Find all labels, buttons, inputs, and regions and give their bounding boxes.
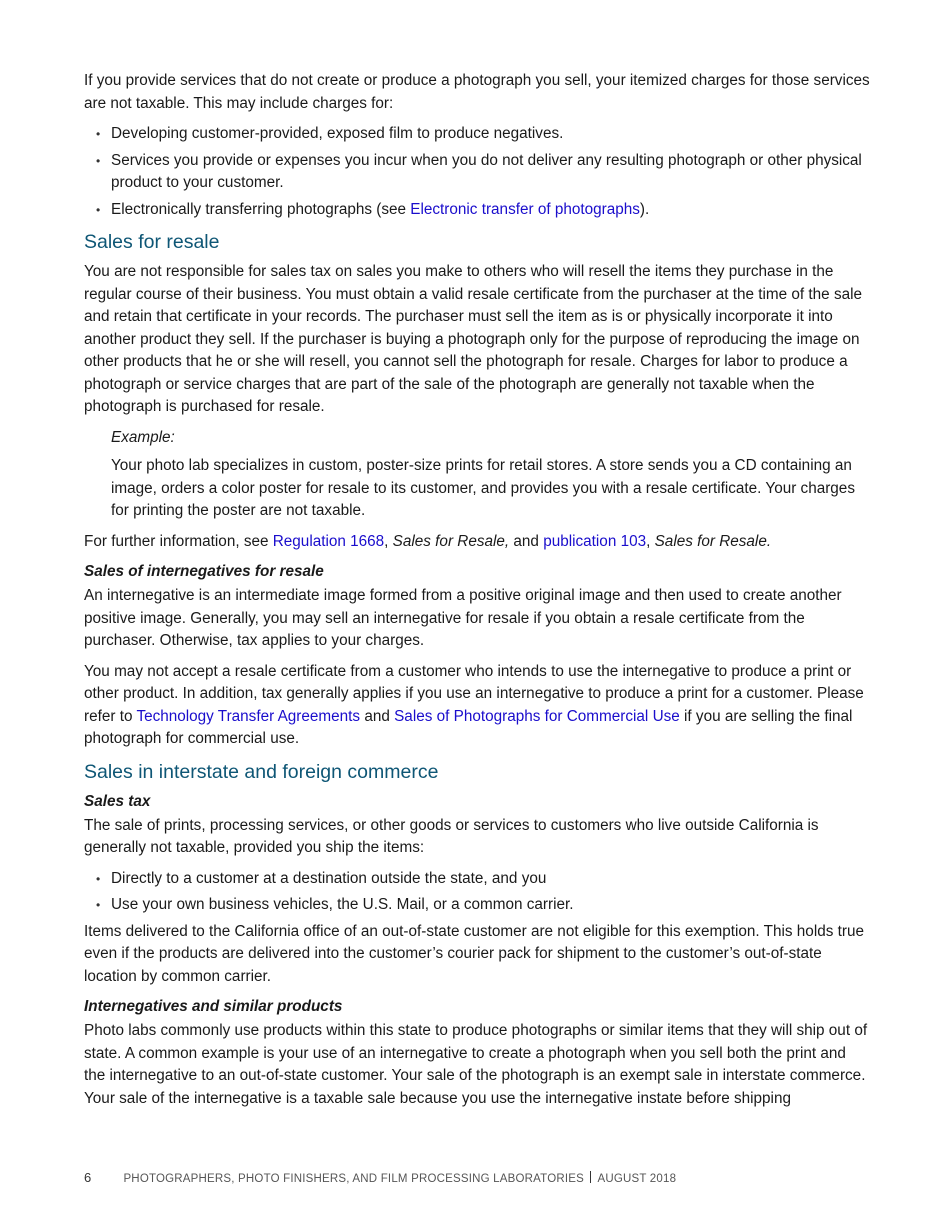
further-info-text: For further information, see bbox=[84, 532, 273, 550]
example-text: Your photo lab specializes in custom, poster-size prints for retail stores. A store sends you a CD containing an image, orders a color poster for resale to its customer, and provides you with a resale certificate. Your charges for printing the poster are not taxable. bbox=[111, 457, 855, 519]
page-number: 6 bbox=[84, 1170, 92, 1185]
separator-text: , bbox=[646, 532, 655, 550]
page-footer bbox=[84, 1170, 676, 1185]
paragraph-text: You may not accept a resale certificate from a customer who intends to use the internegative to produce a print or other product. In addition, tax generally applies if you use an internegative to produce a print for a customer. Please refer to bbox=[84, 662, 864, 725]
list-item: • Services you provide or expenses you incur when you do not deliver any resulting photograph or other physical product to your customer. bbox=[84, 150, 870, 195]
example-label: Example: bbox=[111, 428, 175, 446]
regulation-title: Sales for Resale, bbox=[392, 532, 510, 550]
and-text: and bbox=[509, 532, 544, 550]
internegative-paragraph-2 bbox=[84, 661, 870, 751]
document-body bbox=[84, 70, 870, 1118]
separator-text: , bbox=[384, 532, 393, 550]
commercial-use-link[interactable]: Sales of Photographs for Commercial Use bbox=[394, 707, 680, 725]
list-item: • Developing customer-provided, exposed film to produce negatives. bbox=[84, 123, 870, 146]
intro-bullet-list bbox=[84, 123, 870, 221]
footer-date: AUGUST 2018 bbox=[597, 1173, 677, 1185]
subheading-internegatives-resale: Sales of internegatives for resale bbox=[84, 563, 324, 580]
subheading-internegatives-similar: Internegatives and similar products bbox=[84, 998, 343, 1015]
interstate-bullet-list bbox=[84, 868, 870, 917]
bullet-text: Electronically transferring photographs (see bbox=[111, 200, 411, 218]
section-heading-interstate: Sales in interstate and foreign commerce bbox=[84, 760, 439, 783]
internegative-paragraph-1: An internegative is an intermediate image formed from a positive original image and then used to create another positive image. Generally, you may sell an internegative for resale if you obtain a resale certificate from the purchaser. Otherwise, tax applies to your charges. bbox=[84, 587, 842, 649]
interstate-paragraph-2: Items delivered to the California office of an out-of-state customer are not eligible for this exemption. This holds true even if the products are delivered into the customer’s courier pack for shipment to the customer’s out-of-state location by common carrier. bbox=[84, 922, 864, 985]
further-info-paragraph bbox=[84, 531, 870, 554]
section-heading-sales-for-resale: Sales for resale bbox=[84, 231, 220, 253]
bullet-text: ). bbox=[639, 200, 650, 218]
publication-103-link[interactable]: publication 103 bbox=[543, 532, 647, 550]
list-item: • Use your own business vehicles, the U.S. Mail, or a common carrier. bbox=[84, 894, 870, 917]
footer-title: PHOTOGRAPHERS, PHOTO FINISHERS, AND FILM PROCESSING LABORATORIES bbox=[123, 1173, 584, 1185]
list-item: • Directly to a customer at a destination outside the state, and you bbox=[84, 868, 870, 891]
technology-transfer-link[interactable]: Technology Transfer Agreements bbox=[136, 707, 361, 725]
list-item bbox=[84, 199, 870, 222]
resale-paragraph: You are not responsible for sales tax on sales you make to others who will resell the items they purchase in the regular course of their business. You must obtain a valid resale certificate from the purchaser at the time of the sale and retain that certificate in your records. The purchaser must sell the item as is or physically incorporate it into another product they sell. If the purchaser is buying a photograph only for the purpose of reproducing the image on other products that he or she will resell, you cannot sell the photograph for resale. Charges for labor to produce a photograph or service charges that are part of the sale of the photograph are generally not taxable when the photograph is purchased for resale. bbox=[84, 263, 863, 415]
paragraph-text: if you are selling the final photograph for commercial use. bbox=[84, 707, 853, 747]
footer-divider bbox=[590, 1171, 592, 1183]
regulation-1668-link[interactable]: Regulation 1668 bbox=[272, 532, 385, 550]
and-text: and bbox=[360, 707, 395, 725]
electronic-transfer-link[interactable]: Electronic transfer of photographs bbox=[410, 200, 640, 218]
interstate-paragraph-3: Photo labs commonly use products within this state to produce photographs or similar items that they will ship out of state. A common example is your use of an internegative to create a photograph when you sell both the print and the internegative to an out-of-state customer. Your sale of the photograph is an exempt sale in interstate commerce. Your sale of the internegative is a taxable sale because you use the internegative instate before shipping bbox=[84, 1022, 868, 1107]
publication-title: Sales for Resale. bbox=[654, 532, 772, 550]
subheading-sales-tax: Sales tax bbox=[84, 792, 151, 810]
interstate-paragraph-1: The sale of prints, processing services, or other goods or services to customers who live outside California is generally not taxable, provided you ship the items: bbox=[84, 816, 819, 856]
intro-paragraph: If you provide services that do not create or produce a photograph you sell, your itemized charges for those services are not taxable. This may include charges for: bbox=[84, 72, 870, 112]
